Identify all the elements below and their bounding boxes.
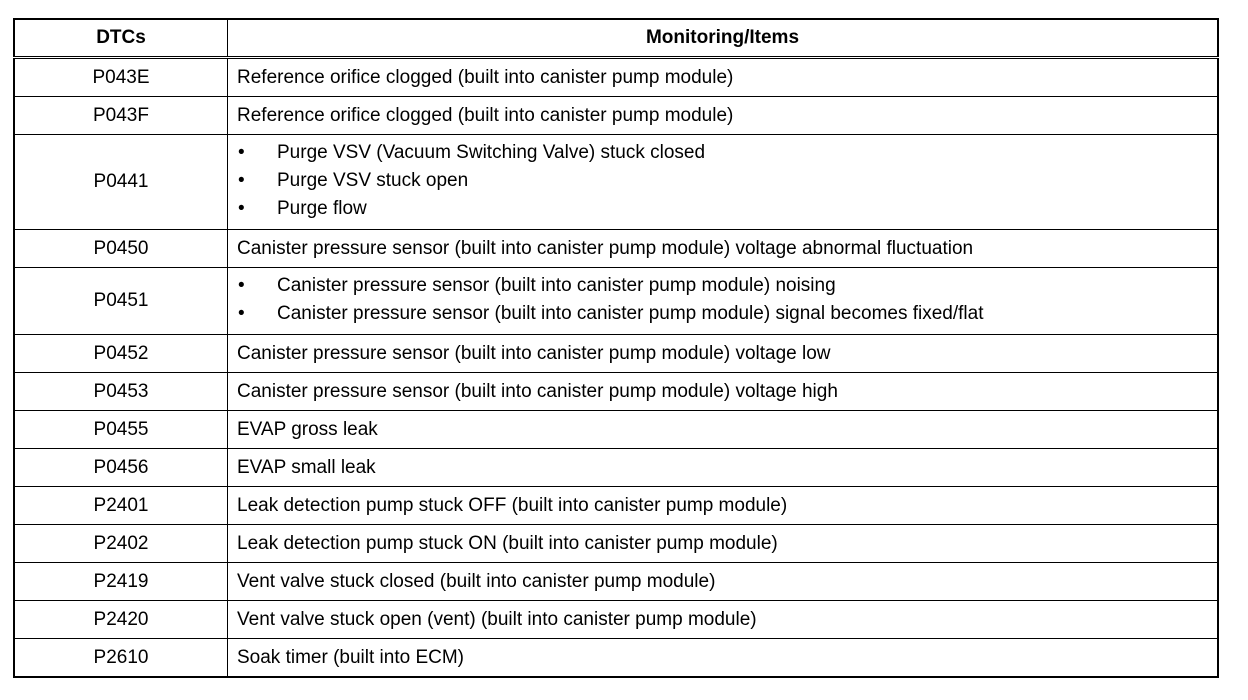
dtc-code: P0456 [14,449,228,487]
monitoring-item: Canister pressure sensor (built into canister pump module) voltage high [228,373,1219,411]
table-row [14,601,1218,639]
monitoring-item: Reference orifice clogged (built into canister pump module) [228,97,1219,135]
bullet-item: • Purge flow [237,195,1217,223]
dtc-code: P2610 [14,639,228,678]
bullet-list [237,135,1217,229]
monitoring-item: Reference orifice clogged (built into canister pump module) [228,58,1219,97]
bullet-item: • Canister pressure sensor (built into canister pump module) noising [237,272,1217,300]
table-row [14,268,1218,335]
dtc-code: P0453 [14,373,228,411]
dtc-code: P0450 [14,230,228,268]
header-dtcs: DTCs [14,19,228,58]
table-row [14,335,1218,373]
monitoring-item: EVAP gross leak [228,411,1219,449]
dtc-code: P0452 [14,335,228,373]
monitoring-item: Vent valve stuck closed (built into canister pump module) [228,563,1219,601]
bullet-item: • Purge VSV stuck open [237,167,1217,195]
dtc-code: P0451 [14,268,228,335]
monitoring-item: Canister pressure sensor (built into canister pump module) voltage abnormal fluctuation [228,230,1219,268]
table-header-row [14,19,1218,58]
monitoring-item-list [228,135,1219,230]
dtc-monitoring-table [13,18,1219,678]
table-row [14,639,1218,678]
header-monitoring-items: Monitoring/Items [228,19,1219,58]
bullet-item: • Canister pressure sensor (built into canister pump module) signal becomes fixed/flat [237,300,1217,328]
monitoring-item-list [228,268,1219,335]
table-row [14,563,1218,601]
dtc-code: P043E [14,58,228,97]
dtc-code: P0441 [14,135,228,230]
dtc-code: P2402 [14,525,228,563]
table-row [14,373,1218,411]
monitoring-item: Leak detection pump stuck ON (built into canister pump module) [228,525,1219,563]
dtc-code: P2420 [14,601,228,639]
table-row [14,135,1218,230]
table-row [14,58,1218,97]
monitoring-item: Canister pressure sensor (built into canister pump module) voltage low [228,335,1219,373]
bullet-item: • Purge VSV (Vacuum Switching Valve) stuck closed [237,139,1217,167]
dtc-code: P043F [14,97,228,135]
table-row [14,525,1218,563]
monitoring-item: Leak detection pump stuck OFF (built into canister pump module) [228,487,1219,525]
table-row [14,487,1218,525]
monitoring-item: EVAP small leak [228,449,1219,487]
dtc-code: P2419 [14,563,228,601]
monitoring-item: Soak timer (built into ECM) [228,639,1219,678]
table-row [14,97,1218,135]
dtc-code: P0455 [14,411,228,449]
table-row [14,449,1218,487]
table-row [14,411,1218,449]
bullet-list [237,268,1217,334]
table-row [14,230,1218,268]
monitoring-item: Vent valve stuck open (vent) (built into canister pump module) [228,601,1219,639]
dtc-code: P2401 [14,487,228,525]
